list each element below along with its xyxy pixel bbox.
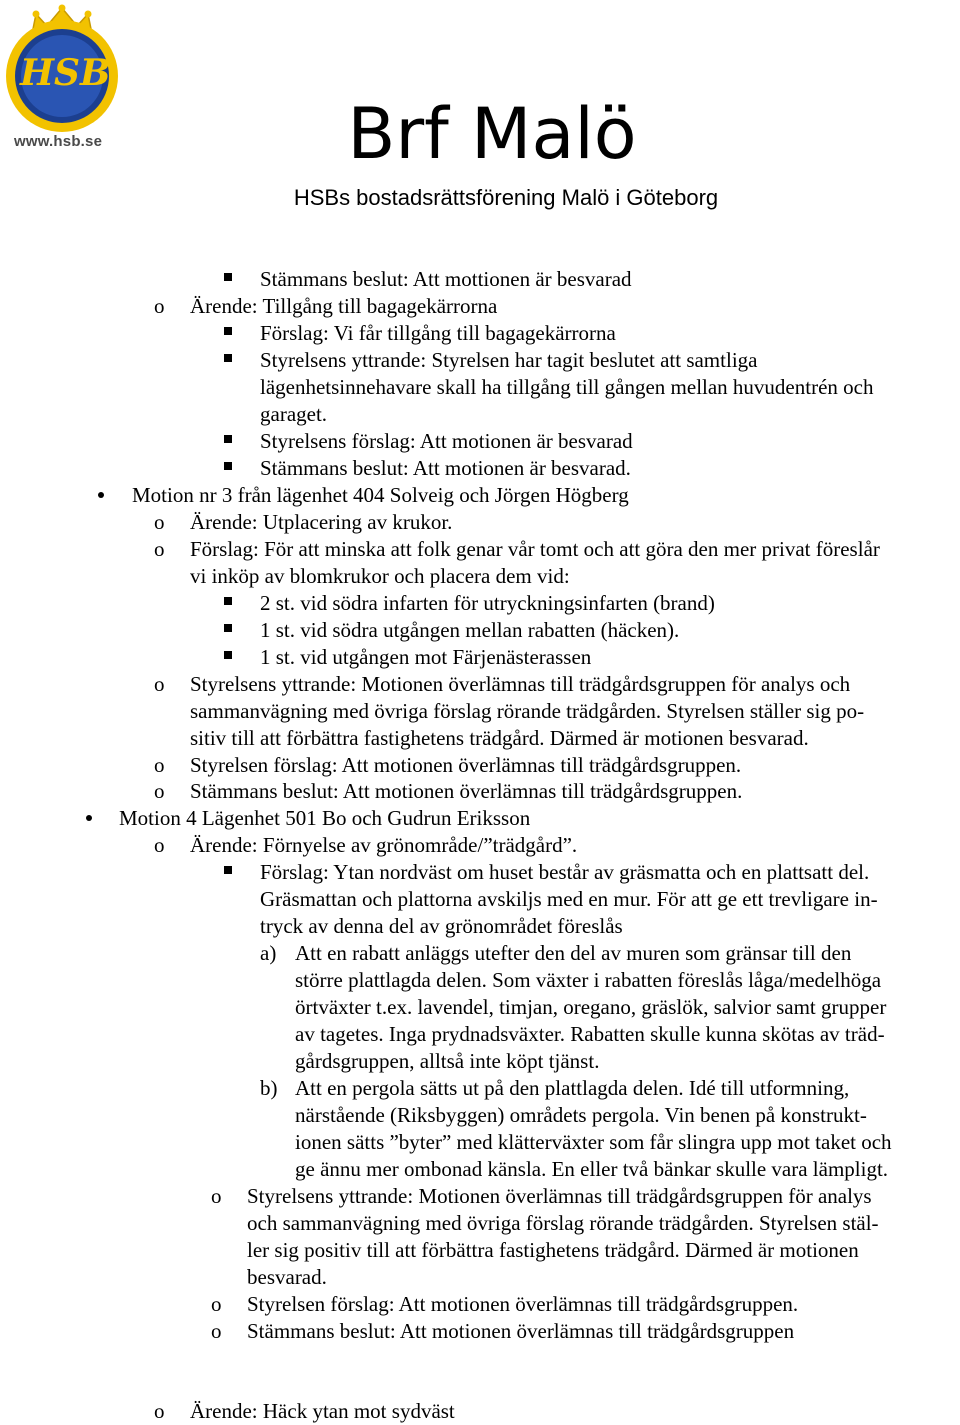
- text-line: besvarad.: [247, 1265, 327, 1289]
- circle-bullet: o: [211, 1292, 222, 1316]
- round-bullet: [98, 492, 104, 498]
- circle-bullet: o: [211, 1184, 222, 1208]
- square-bullet: [224, 597, 232, 605]
- square-bullet: [224, 435, 232, 443]
- square-bullet: [224, 651, 232, 659]
- text-line: Förslag: För att minska att folk genar vår tomt och att göra den mer privat föreslår: [190, 537, 880, 561]
- text-line: Styrelsen förslag: Att motionen överlämnas till trädgårdsgruppen.: [247, 1292, 799, 1316]
- text-line: Ärende: Häck ytan mot sydväst: [190, 1399, 455, 1423]
- circle-bullet: o: [154, 510, 165, 534]
- text-line: Styrelsens yttrande: Styrelsen har tagit beslutet att samtliga: [260, 348, 758, 372]
- text-line: Att en pergola sätts ut på den plattlagda delen. Idé till utformning,: [295, 1076, 850, 1100]
- square-bullet: [224, 327, 232, 335]
- text-line: Stämmans beslut: Att motionen överlämnas till trädgårdsgruppen: [247, 1319, 795, 1343]
- circle-bullet: o: [211, 1319, 222, 1343]
- circle-bullet: o: [154, 779, 165, 803]
- page-title: Brf Malö: [347, 93, 637, 175]
- text-line: Styrelsens yttrande: Motionen överlämnas till trädgårdsgruppen för analys och: [190, 672, 851, 696]
- text-line: vi inköp av blomkrukor och placera dem vid:: [190, 564, 570, 588]
- text-line: av tagetes. Inga prydnadsväxter. Rabatten skulle kunna skötas av träd-: [295, 1022, 885, 1046]
- text-line: Förslag: Vi får tillgång till bagagekärrorna: [260, 321, 616, 345]
- square-bullet: [224, 462, 232, 470]
- text-line: örtväxter t.ex. lavendel, timjan, oregano, gräslök, salvior samt grupper: [295, 995, 887, 1019]
- text-line: Styrelsens yttrande: Motionen överlämnas till trädgårdsgruppen för analys: [247, 1184, 872, 1208]
- text-line: sammanvägning med övriga förslag rörande trädgården. Styrelsen ställer sig po-: [190, 699, 865, 723]
- text-line: större plattlagda delen. Som växter i rabatten föreslås låga/medelhöga: [295, 968, 882, 992]
- text-line: ge ännu mer ombonad känsla. En eller två bänkar skulle vara lämpligt.: [295, 1157, 889, 1181]
- text-line: Förslag: Ytan nordväst om huset består av gräsmatta och en plattsatt del.: [260, 860, 870, 884]
- square-bullet: [224, 624, 232, 632]
- square-bullet: [224, 866, 232, 874]
- text-line: Ärende: Utplacering av krukor.: [190, 510, 453, 534]
- text-line: Att en rabatt anläggs utefter den del av muren som gränsar till den: [295, 941, 852, 965]
- text-line: ler sig positiv till att förbättra fastighetens trädgård. Därmed är motionen: [247, 1238, 859, 1262]
- list-marker-a: a): [260, 941, 277, 965]
- text-line: och sammanvägning med övriga förslag rörande trädgården. Styrelsen stäl-: [247, 1211, 879, 1235]
- text-line: garaget.: [260, 402, 328, 426]
- text-line: tryck av denna del av grönområdet föreslås: [260, 914, 623, 938]
- text-line: Motion nr 3 från lägenhet 404 Solveig och Jörgen Högberg: [132, 483, 629, 507]
- text-line: Stämmans beslut: Att motionen överlämnas till trädgårdsgruppen.: [190, 779, 743, 803]
- logo-text: HSB: [20, 52, 111, 94]
- text-line: Motion 4 Lägenhet 501 Bo och Gudrun Eriksson: [119, 806, 531, 830]
- circle-bullet: o: [154, 833, 165, 857]
- text-line: Stämmans beslut: Att motionen är besvarad.: [260, 456, 631, 480]
- text-line: Ärende: Tillgång till bagagekärrorna: [190, 294, 498, 318]
- square-bullet: [224, 354, 232, 362]
- text-line: Stämmans beslut: Att mottionen är besvarad: [260, 267, 632, 291]
- text-line: Gräsmattan och plattorna avskiljs med en mur. För att ge ett trevligare in-: [260, 887, 878, 911]
- logo-url: www.hsb.se: [14, 133, 103, 150]
- text-line: gårdsgruppen, alltså inte köpt tjänst.: [295, 1049, 600, 1073]
- circle-bullet: o: [154, 672, 165, 696]
- text-line: 2 st. vid södra infarten för utryckningsinfarten (brand): [260, 591, 715, 615]
- text-line: 1 st. vid utgången mot Färjenästerassen: [260, 645, 592, 669]
- text-line: 1 st. vid södra utgången mellan rabatten (häcken).: [260, 618, 680, 642]
- text-line: närstående (Riksbyggen) områdets pergola. Vin benen på konstrukt-: [295, 1103, 867, 1127]
- text-line: Styrelsen förslag: Att motionen överlämnas till trädgårdsgruppen.: [190, 753, 742, 777]
- circle-bullet: o: [154, 1399, 165, 1423]
- text-line: ionen sätts ”byter” med klätterväxter som får slingra upp mot taket och: [295, 1130, 892, 1154]
- page-subtitle: HSBs bostadsrättsförening Malö i Göteborg: [293, 185, 719, 210]
- text-line: Ärende: Förnyelse av grönområde/”trädgård”.: [190, 833, 578, 857]
- circle-bullet: o: [154, 537, 165, 561]
- circle-bullet: o: [154, 753, 165, 777]
- text-line: Styrelsens förslag: Att motionen är besvarad: [260, 429, 633, 453]
- text-line: sitiv till att förbättra fastighetens trädgård. Därmed är motionen besvarad.: [190, 726, 809, 750]
- text-line: lägenhetsinnehavare skall ha tillgång till gången mellan huvudentrén och: [260, 375, 874, 399]
- list-marker-b: b): [260, 1076, 278, 1100]
- square-bullet: [224, 273, 232, 281]
- round-bullet: [86, 815, 92, 821]
- circle-bullet: o: [154, 294, 165, 318]
